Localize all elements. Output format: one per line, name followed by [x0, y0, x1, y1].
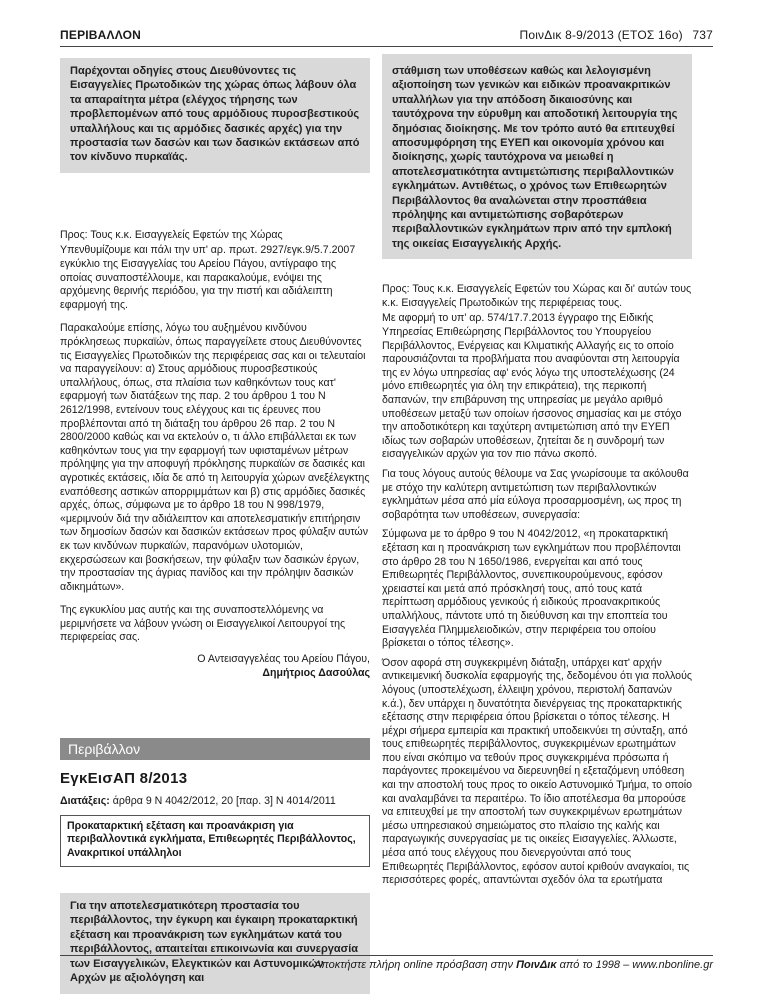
paragraph: Σύμφωνα με το άρθρο 9 του Ν 4042/2012, «η προκαταρκτική εξέταση και η προανάκριση των εγκλημάτων που προβλέπονται στο άρθρο 28 του Ν 1650/1986, ενεργείται και από τους Επιθεωρητές Περιβάλλοντος, συνεπικουρούμενους, εφόσον χρειαστεί και μετά από πρόσκλησή τους, από τους κατά περίπτωση αρμόδιους γενικούς ή ειδικούς προανακριτικούς υπαλλήλους, πάντοτε υπό τη διεύθυνση και την εποπτεία του Εισαγγελέα Πλημμελειοδικών, στην περιφέρεια του οποίου βρίσκεται ο τόπος τέλεσης». — [382, 528, 681, 650]
signature — [60, 653, 370, 680]
keywords-box: Προκαταρκτική εξέταση και προανάκριση για περιβαλλοντικά εγκλήματα, Επιθεωρητές Περιβάλλοντος, Ανακριτικοί υπάλληλοι — [60, 815, 370, 867]
decree-title: ΕγκΕισΑΠ 8/2013 — [60, 770, 188, 788]
running-header — [60, 26, 713, 47]
summary-box: Παρέχονται οδηγίες στους Διευθύνοντες τις Εισαγγελίες Πρωτοδικών της χώρας όπως λάβουν όλα τα απαραίτητα μέτρα (ελέγχος τήρησης των προβλεπομένων από τους αρμόδιους πυροσβεστικούς υπαλλήλους και τις αρμόδιες δασικές αρχές) για την προστασία των δασών και των δασικών εκτάσεων από τον κίνδυνο πυρκαϊάς. — [60, 58, 370, 173]
section-bar: Περιβάλλον — [60, 738, 370, 760]
signature-name: Δημήτριος Δασούλας — [262, 666, 370, 679]
footer-post: από το 1998 – www.nbonline.gr — [559, 959, 713, 971]
decree-provisions — [60, 795, 370, 809]
addressee-line: Προς: Τους κ.κ. Εισαγγελείς Εφετών του Χώρας και δι' αυτών τους κ.κ. Εισαγγελείς Πρωτοδικών της περιφέρειας τους. — [382, 283, 692, 309]
paragraph: Με αφορμή το υπ' αρ. 574/17.7.2013 έγγραφο της Ειδικής Υπηρεσίας Επιθεώρησης Περιβάλλοντος του Υπουργείου Περιβάλλοντος, Ενέργειας και Κλιματικής Αλλαγής εις το οποίο παρουσιάζονται τα προβλήματα που αναφύονται στη λειτουργία της εν λόγω υπηρεσίας αφ' ενός λόγω της υποστελέχωσης (24 μόνο επιθεωρητές για όλη την επικράτεια), της περικοπή δαπανών, την επιβάρυνση της υπηρεσίας με μεγάλο αριθμό υποθέσεων μεταξύ των οποίων ήσσονος σημασίας και με στόχο την αποδοτικότερη και ταχύτερη αντιμετώπιση από την ΕΥΕΠ ιδίως των σοβαρών υποθέσεων, ζητείται δε η συνδρομή των εισαγγελικών αρχών για τον πιο πάνω σκοπό. — [382, 312, 682, 461]
paragraph: Όσον αφορά στη συγκεκριμένη διάταξη, υπάρχει κατ' αρχήν αντικειμενική δυσκολία εφαρμογής της, δεδομένου ότι για πολλούς λόγους (υποστελέχωση, έλλειψη χρόνου, περιστολή δαπανών κ.ά.), δεν υπάρχει η δυνατότητα διενέργειας της προκαταρκτικής εξέτασης στην περιφέρεια όπου βρίσκεται ο τόπος τέλεσης. Η μέχρι σήμερα εμπειρία και πρακτική υποδεικνύει τη σύνταξη, από τους επιθεωρητές περιβάλλοντος, συγκεκριμένων ερωτημάτων που είναι σκόπιμο να τεθούν προς συγκεκριμένα πρόσωπα ή παράγοντες προκειμένου να διερευνηθεί η εξεταζόμενη υπόθεση και την αποστολή τους προς το οικείο Αστυνομικό Τμήμα, το οποίο και αναλαμβάνει τα περαιτέρω. Το ίδιο αποτέλεσμα θα μπορούσε να επιτευχθεί με την αποστολή των συγκεκριμένων ερωτημάτων μέσω υπηρεσιακού σημειώματος στο πλαίσιο της καλής και παραγωγικής συνεργασίας με τις οικείες Εισαγγελίες. Άλλωστε, μέσα από τους ελέγχους που διενεργούνται από τους Επιθεωρητές Περιβάλλοντος, εφόσον αυτοί κριθούν αναγκαίοι, τις περισσότερες φορές, απαντώνται σχεδόν όλα τα ερωτήματα — [382, 656, 693, 887]
left-column — [60, 58, 370, 994]
addressee-line: Προς: Τους κ.κ. Εισαγγελείς Εφετών της Χώρας — [60, 228, 283, 241]
paragraph: Υπενθυμίζουμε και πάλι την υπ' αρ. πρωτ. 2927/εγκ.9/5.7.2007 εγκύκλιο της Εισαγγελίας του Αρείου Πάγου, αντίγραφο της οποίας συναποστέλλουμε, και παρακαλούμε, ενόψει της αρχόμενης θερινής περιόδου, για την πιστή και αδιάλειπτη εφαρμογή της. — [60, 244, 356, 311]
section-name: ΠΕΡΙΒΑΛΛΟΝ — [60, 28, 142, 42]
provisions-text: άρθρα 9 Ν 4042/2012, 20 [παρ. 3] Ν 4014/2011 — [112, 795, 336, 808]
provisions-label: Διατάξεις: — [60, 795, 110, 808]
right-column — [382, 58, 692, 888]
page-footer — [60, 955, 713, 971]
page-number: 737 — [692, 28, 713, 42]
paragraph: Παρακαλούμε επίσης, λόγω του αυξημένου κινδύνου πρόκλησεως πυρκαϊών, όπως παραγγείλετε στους Διευθύνοντες τις Εισαγγελίες Πρωτοδικών της περιφέρειας σας και οι τελευταίοι να παραγγείλουν: α) Στους αρμόδιους πυροσβεστικούς υπαλλήλους, όπως, στα πλαίσια των καθηκόντων τους κατ' εφαρμογή των διατάξεων της παρ. 2 του άρθρου 1 του Ν 2612/1998, εντείνουν τους ελέγχους και τις έρευνες που προβλέπονται από τη διάταξη του άρθρου 26 παρ. 2 του Ν 2800/2000 καθώς και να εκτελούν ο, τι άλλο επιβάλλεται εκ των καθηκόντων τους για την εφαρμογή των υφισταμένων μέτρων πρόληψης για την αποφυγή πρόκλησης πυρκαϊών σε δασικές και αγροτικές εκτάσεις, ιδία δε από τη λειτουργία χώρων ανεξέλεγκτης εναπόθεσης αστικών απορριμμάτων και β) στις αρμόδιες δασικές αρχές, όπως, σύμφωνα με το άρθρο 18 του Ν 998/1979, «μεριμνούν διά την αδιάλειπτον και αποτελεσματικήν επιτήρησιν των δημοσίων δασών και δασικών εκτάσεων προς φύλαξιν αυτών εκ των κινδύνων πυρκαϊών, παρανόμων υλοτομιών, εκχερσώσεων και βοσκήσεων, την φύλαξιν των δασικών έργων, την προστασίαν της άγριας πανίδος και την πρόληψιν δασικών αδικημάτων». — [60, 322, 370, 593]
issue-ref: ΠοινΔικ 8-9/2013 — [519, 28, 615, 42]
abstract-box-continued: στάθμιση των υποθέσεων καθώς και λελογισμένη αξιοποίηση των γενικών και ειδικών προανακριτικών υπαλλήλων για την απόδοση δικαιοσύνης και ταυτόχρονα την εύρυθμη και αποδοτική λειτουργία της δημόσιας διοίκησης. Με τον τρόπο αυτό θα επιτευχθεί αποσυμφόρηση της ΕΥΕΠ και οικονομία χρόνου και διοίκησης, χωρίς ταυτόχρονα να μειωθεί η αποτελεσματικότητα αντιμετώπισης περιβαλλοντικών εγκλημάτων. Αντιθέτως, ο χρόνος των Επιθεωρητών Περιβάλλοντος θα αναλώνεται στην προσπάθεια πρόληψης και αντιμετώπισης σοβαρότερων περιβαλλοντικών εγκλημάτων πριν από την εμπλοκή της οικείας Εισαγγελικής Αρχής. — [382, 54, 692, 259]
footer-pre: Αποκτήστε πλήρη online πρόσβαση στην — [314, 959, 514, 971]
paragraph: Της εγκυκλίου μας αυτής και της συναποστελλόμενης να μεριμνήσετε να λάβουν γνώση οι Εισαγγελικοί Λειτουργοί της περιφερείας σας. — [60, 604, 346, 644]
abstract-box: Για την αποτελεσματικότερη προστασία του περιβάλλοντος, την έγκυρη και έγκαιρη προκαταρκτική εξέταση και προανάκριση των εγκλημάτων κατά του περιβάλλοντος, απαιτείται επικοινωνία και συνεργασία των Εισαγγελικών, Ελεγκτικών και Αστυνομικών Αρχών με αξιολόγηση και — [60, 893, 370, 993]
issue-info — [519, 28, 713, 42]
volume-ref: (ΕΤΟΣ 16ο) — [617, 28, 683, 42]
paragraph: Για τους λόγους αυτούς θέλουμε να Σας γνωρίσουμε τα ακόλουθα με στόχο την καλύτερη αντιμετώπιση των περιβαλλοντικών εγκλημάτων μέσα από μία εύλογα προσαρμοσμένη, ως προς τη σοβαρότητα των υποθέσεων, συνεργασία: — [382, 468, 689, 521]
footer-brand: ΠοινΔικ — [516, 959, 557, 971]
signature-title: Ο Αντεισαγγελέας του Αρείου Πάγου, — [197, 653, 370, 666]
